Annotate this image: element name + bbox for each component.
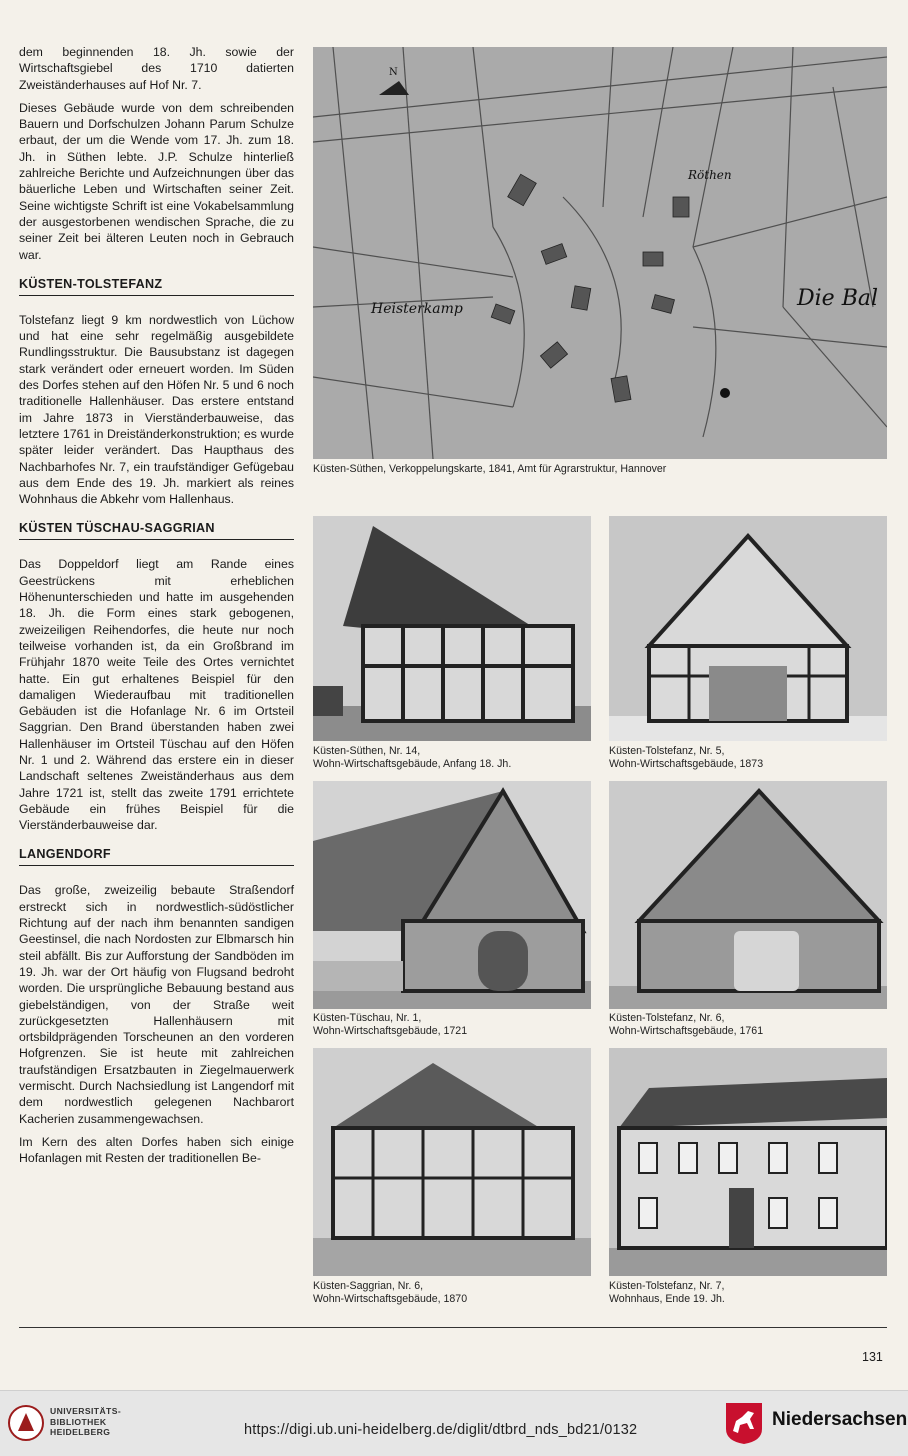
paragraph: Dieses Gebäude wurde von dem schreibenden Bauern und Dorfschulzen Johann Parum Schulze erbaut, der um die Wende vom 17. Jh. zum 18. Jh. in Süthen lebte. J.P. Schulze hinterließ zahlreiche Berichte und Aufzeichnungen über das bäuerliche Leben und Wirtschaften seiner Zeit. Seine wichtigste Schrift ist eine Vokabelsammlung der ausgestorbenen wendischen Sprache, die zu seiner Zeit bei älteren Leuten noch in Gebrauch war.	[19, 100, 294, 262]
section-heading-tueschau: KÜSTEN TÜSCHAU-SAGGRIAN	[19, 521, 294, 540]
historical-map	[313, 47, 887, 459]
map-caption: Küsten-Süthen, Verkoppelungskarte, 1841, Amt für Agrarstruktur, Hannover	[313, 463, 667, 475]
photo-saggrian-6	[313, 1048, 591, 1276]
caption-saggrian-6: Küsten-Saggrian, Nr. 6, Wohn-Wirtschaftsgebäude, 1870	[313, 1280, 468, 1305]
paragraph: Im Kern des alten Dorfes haben sich einige Hofanlagen mit Resten der traditionellen Be-	[19, 1134, 294, 1166]
paragraph: Das Doppeldorf liegt am Rande eines Geestrückens mit erheblichen Höhenunterschieden und hatte im ausgehenden 18. Jh. die Form eines stark gebogenen, zweizeiligen Reihendorfes, die heute nur noch teilweise vorhanden ist, da ein Großbrand im Frühjahr 1870 weite Teile des Ortes vernichtet hatte. Ein gut erhaltenes Beispiel für den damaligen Wiederaufbau mit traditionellen Gebäuden ist die Hofanlage Nr. 6 im Ortsteil Saggrian. Den Brand überstanden haben zwei Hallenhäuser im Ortsteil Tüschau auf den Höfen Nr. 1 und 2. Während das erstere ein in dieser Landschaft seltenes Zweiständerhaus aus dem Jahre 1721 ist, stellt das zweite 1791 errichtete Gebäude ein frühes Beispiel für die Vierständerbauweise dar.	[19, 557, 294, 833]
caption-tolstefanz-6: Küsten-Tolstefanz, Nr. 6, Wohn-Wirtschaftsgebäude, 1761	[609, 1012, 764, 1037]
university-library-logo-icon[interactable]	[8, 1405, 44, 1441]
niedersachsen-horse-icon	[724, 1401, 764, 1445]
caption-tolstefanz-7: Küsten-Tolstefanz, Nr. 7, Wohnhaus, Ende 19. Jh.	[609, 1280, 725, 1305]
photo-tolstefanz-7	[609, 1048, 887, 1276]
photo-tueschau-1	[313, 781, 591, 1009]
text-column	[19, 44, 294, 1174]
viewer-footer	[0, 1390, 908, 1456]
map-label-heisterkamp: Heisterkamp	[371, 301, 463, 317]
caption-tolstefanz-5: Küsten-Tolstefanz, Nr. 5, Wohn-Wirtschaftsgebäude, 1873	[609, 745, 764, 770]
state-name: Niedersachsen	[772, 1409, 908, 1430]
map-label-diebal: Die Bal	[797, 286, 879, 311]
section-heading-langendorf: LANGENDORF	[19, 847, 294, 866]
paragraph: dem beginnenden 18. Jh. sowie der Wirtschaftsgiebel des 1710 datierten Zweiständerhauses auf Hof Nr. 7.	[19, 45, 294, 92]
photo-tolstefanz-6	[609, 781, 887, 1009]
paragraph: Tolstefanz liegt 9 km nordwestlich von Lüchow und hat eine sehr regelmäßig ausgebildete Rundlingsstruktur. Die Bausubstanz ist dagegen stark verändert oder erneuert worden. Im Süden des Dorfes stehen auf den Höfen Nr. 5 und 6 noch traditionelle Hallenhäuser. Das erstere entstand im Jahre 1873 in Vierständerbauweise, das letztere 1761 in Dreiständerkonstruktion; es wurde später leider verändert. Das Haupthaus des Nachbarhofes Nr. 7, ein traufständiger Gefügebau aus dem Ende des 19. Jh. markiert als reines Wohnhaus die Abkehr vom Hallenhaus.	[19, 312, 294, 507]
caption-tueschau-1: Küsten-Tüschau, Nr. 1, Wohn-Wirtschaftsgebäude, 1721	[313, 1012, 468, 1037]
photo-tolstefanz-5	[609, 516, 887, 741]
section-heading-tolstefanz: KÜSTEN-TOLSTEFANZ	[19, 277, 294, 296]
photo-suethen-14	[313, 516, 591, 741]
map-north-label: N	[389, 67, 398, 78]
paragraph: Das große, zweizeilig bebaute Straßendorf erstreckt sich in nordwestlich-südöstlicher Richtung auf der nach ihm benannten sandigen Geestinsel, die nach Nordosten zur Elbmarsch hin steil abfällt. Bis zur Aufforstung der Sandböden im 19. Jh. war der Ort häufig von Flugsand bedroht worden. Die ursprüngliche Bebauung bestand aus giebelständigen, von der Straße weit zurückgesetzten Hallenhäusern mit ortsbildprägenden Torscheunen an den vorderen Hofgrenzen. Sie ist heute mit zahlreichen traufständigen Ersatzbauten in Ziegelmauerwerk vermischt. Durch Nachsiedlung ist Langendorf mit dem nordwestlich gelegenen Nachbarort Kacherien zusammengewachsen.	[19, 883, 294, 1126]
library-name[interactable]: UNIVERSITÄTS- BIBLIOTHEK HEIDELBERG	[50, 1406, 122, 1437]
footer-rule	[19, 1327, 887, 1328]
caption-suethen-14: Küsten-Süthen, Nr. 14, Wohn-Wirtschaftsgebäude, Anfang 18. Jh.	[313, 745, 512, 770]
document-url-link[interactable]: https://digi.ub.uni-heidelberg.de/diglit/dtbrd_nds_bd21/0132	[244, 1422, 638, 1438]
map-label-roethen: Röthen	[688, 168, 732, 182]
page-number: 131	[862, 1350, 883, 1364]
